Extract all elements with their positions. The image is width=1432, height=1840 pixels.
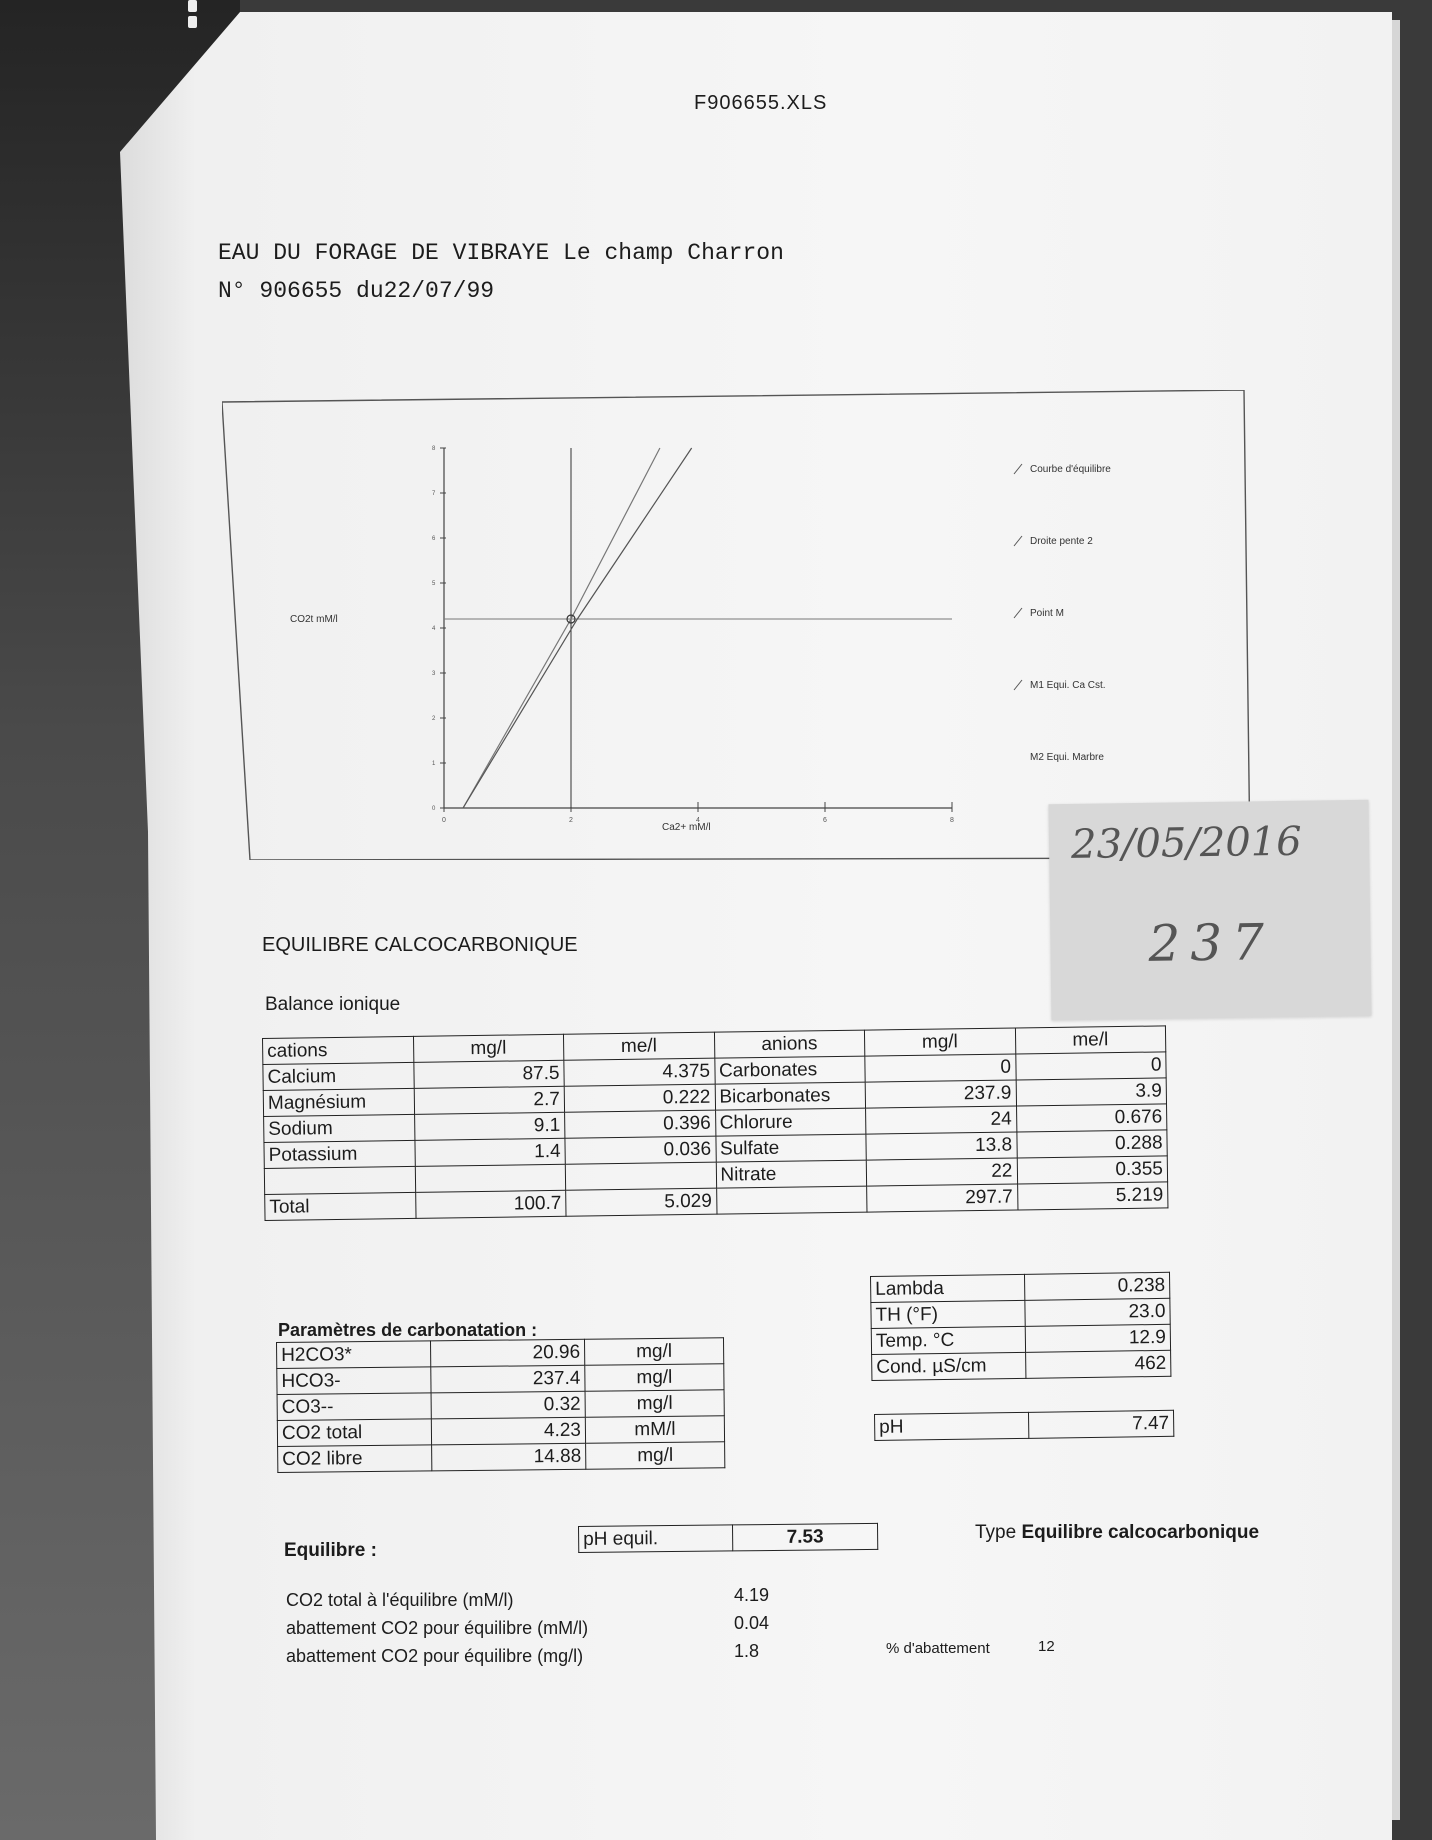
x-axis-label: Ca2+ mM/l bbox=[662, 822, 711, 833]
table-cell: TH (°F) bbox=[871, 1300, 1025, 1328]
equilibrium-line: abattement CO2 pour équilibre (mg/l) bbox=[286, 1646, 584, 1666]
legend-marker bbox=[1014, 464, 1022, 474]
table-cell: 22 bbox=[866, 1158, 1017, 1186]
equilibrium-type bbox=[975, 1522, 1259, 1544]
table-cell: 5.029 bbox=[566, 1188, 717, 1216]
table-cell: Calcium bbox=[263, 1062, 414, 1090]
table-cell: H2CO3* bbox=[277, 1341, 431, 1369]
table-cell: 87.5 bbox=[413, 1060, 564, 1088]
table-cell: 3.9 bbox=[1016, 1078, 1167, 1106]
table-cell: 12.9 bbox=[1025, 1324, 1170, 1352]
legend-entry: Point M bbox=[1030, 608, 1064, 619]
table-cell: HCO3- bbox=[277, 1367, 431, 1395]
table-cell bbox=[565, 1162, 716, 1190]
table-cell: Potassium bbox=[264, 1140, 415, 1168]
header-cell: mg/l bbox=[413, 1034, 564, 1062]
document-title: EAU DU FORAGE DE VIBRAYE Le champ Charron bbox=[218, 240, 784, 266]
table-cell: mg/l bbox=[585, 1364, 724, 1391]
y-tick-label: 3 bbox=[432, 671, 436, 677]
type-value: Equilibre calcocarbonique bbox=[1021, 1522, 1260, 1543]
legend-entry: Droite pente 2 bbox=[1030, 536, 1093, 547]
table-cell: Sulfate bbox=[715, 1134, 866, 1162]
table-cell: CO2 total bbox=[277, 1419, 431, 1447]
table-cell: 2.7 bbox=[414, 1086, 565, 1114]
series-line bbox=[463, 448, 660, 808]
table-cell: 0 bbox=[865, 1054, 1016, 1082]
table-cell: 0.32 bbox=[431, 1391, 585, 1419]
physical-parameters-table bbox=[870, 1272, 1171, 1381]
equilibrium-label: Equilibre : bbox=[284, 1540, 377, 1561]
sticky-number: 237 bbox=[1148, 913, 1275, 973]
ion-balance-table bbox=[262, 1025, 1168, 1221]
table-cell: Nitrate bbox=[716, 1160, 867, 1188]
table-cell bbox=[415, 1164, 566, 1192]
table-cell: 0 bbox=[1015, 1052, 1166, 1080]
table-cell: Carbonates bbox=[714, 1056, 865, 1084]
table-cell: 13.8 bbox=[866, 1132, 1017, 1160]
table-cell: Chlorure bbox=[715, 1108, 866, 1136]
table-cell: CO3-- bbox=[277, 1393, 431, 1421]
y-tick-label: 4 bbox=[432, 626, 436, 632]
type-label: Type bbox=[975, 1522, 1017, 1543]
sticky-date: 23/05/2016 bbox=[1070, 818, 1302, 868]
ph-label: pH bbox=[875, 1412, 1029, 1440]
carbonation-table bbox=[276, 1337, 725, 1473]
x-tick-label: 2 bbox=[569, 817, 573, 824]
table-cell: Lambda bbox=[871, 1274, 1025, 1302]
table-cell bbox=[716, 1186, 867, 1214]
table-cell: 20.96 bbox=[430, 1339, 584, 1367]
table-cell: 0.222 bbox=[564, 1084, 715, 1112]
y-tick-label: 0 bbox=[432, 806, 436, 812]
sticky-note bbox=[1049, 800, 1372, 1020]
table-cell: Magnésium bbox=[263, 1088, 414, 1116]
x-tick-label: 6 bbox=[823, 817, 827, 824]
table-cell: 0.676 bbox=[1016, 1104, 1167, 1132]
abattement-label: % d'abattement bbox=[886, 1640, 990, 1657]
y-tick-label: 7 bbox=[432, 491, 436, 497]
legend-entry: M2 Equi. Marbre bbox=[1030, 752, 1104, 763]
table-cell: 14.88 bbox=[432, 1443, 586, 1471]
equilibrium-value: 0.04 bbox=[734, 1613, 770, 1633]
legend-entry: M1 Equi. Ca Cst. bbox=[1030, 680, 1106, 691]
table-cell: 237.9 bbox=[865, 1080, 1016, 1108]
table-cell: 24 bbox=[866, 1106, 1017, 1134]
header-cell: me/l bbox=[563, 1032, 714, 1060]
legend-marker bbox=[1014, 536, 1022, 546]
legend-entry: Courbe d'équilibre bbox=[1030, 464, 1111, 475]
y-tick-label: 1 bbox=[432, 761, 436, 767]
table-cell: Temp. °C bbox=[871, 1326, 1025, 1354]
x-tick-label: 4 bbox=[696, 817, 700, 824]
table-cell: mg/l bbox=[586, 1442, 725, 1469]
table-cell: CO2 libre bbox=[278, 1445, 432, 1473]
equilibrium-line: abattement CO2 pour équilibre (mM/l) bbox=[286, 1618, 589, 1638]
table-cell: 0.288 bbox=[1016, 1130, 1167, 1158]
header-cell: anions bbox=[714, 1030, 865, 1058]
table-cell: mg/l bbox=[585, 1390, 724, 1417]
balance-title: Balance ionique bbox=[265, 994, 401, 1015]
x-tick-label: 8 bbox=[950, 817, 954, 824]
y-axis-label: CO2t mM/l bbox=[290, 614, 338, 625]
x-tick-label: 0 bbox=[442, 817, 446, 824]
table-cell: mM/l bbox=[585, 1416, 724, 1443]
table-cell: 1.4 bbox=[414, 1138, 565, 1166]
table-cell: 5.219 bbox=[1017, 1182, 1168, 1210]
table-cell: 0.396 bbox=[565, 1110, 716, 1138]
table-cell: 9.1 bbox=[414, 1112, 565, 1140]
table-cell: 0.355 bbox=[1017, 1156, 1168, 1184]
table-cell: mg/l bbox=[584, 1338, 723, 1365]
table-cell: 462 bbox=[1026, 1350, 1171, 1378]
header-cell: me/l bbox=[1015, 1026, 1166, 1054]
table-row bbox=[875, 1410, 1174, 1440]
equilibrium-value: 1.8 bbox=[734, 1641, 760, 1661]
equilibrium-line: CO2 total à l'équilibre (mM/l) bbox=[286, 1590, 514, 1610]
table-cell: 237.4 bbox=[431, 1365, 585, 1393]
y-tick-label: 6 bbox=[432, 536, 436, 542]
file-name: F906655.XLS bbox=[694, 92, 828, 114]
equilibrium-chart bbox=[222, 390, 1250, 860]
carbonation-label: Paramètres de carbonatation : bbox=[278, 1320, 538, 1340]
table-cell: 100.7 bbox=[415, 1190, 566, 1218]
ph-value: 7.47 bbox=[1028, 1410, 1173, 1438]
table-cell: Bicarbonates bbox=[715, 1082, 866, 1110]
y-tick-label: 2 bbox=[432, 716, 436, 722]
table-cell: 0.238 bbox=[1024, 1272, 1169, 1300]
table-row bbox=[278, 1442, 725, 1473]
table-cell: 4.23 bbox=[431, 1417, 585, 1445]
abattement-value: 12 bbox=[1038, 1638, 1055, 1655]
header-cell: cations bbox=[263, 1036, 414, 1064]
table-cell: Sodium bbox=[264, 1114, 415, 1142]
table-cell: 0.036 bbox=[565, 1136, 716, 1164]
table-row bbox=[579, 1523, 878, 1552]
ph-equil-label: pH equil. bbox=[579, 1525, 733, 1553]
legend-marker bbox=[1014, 680, 1022, 690]
y-tick-label: 8 bbox=[432, 446, 436, 452]
section-title: EQUILIBRE CALCOCARBONIQUE bbox=[262, 934, 578, 956]
legend-marker bbox=[1014, 608, 1022, 618]
document-reference: N° 906655 du22/07/99 bbox=[218, 278, 495, 304]
table-cell: Total bbox=[265, 1192, 416, 1220]
table-cell: Cond. µS/cm bbox=[872, 1352, 1026, 1380]
header-cell: mg/l bbox=[864, 1028, 1015, 1056]
equilibrium-value: 4.19 bbox=[734, 1585, 770, 1605]
table-cell bbox=[264, 1166, 415, 1194]
table-row bbox=[872, 1350, 1171, 1380]
table-cell: 297.7 bbox=[867, 1184, 1018, 1212]
binder-holes bbox=[188, 0, 202, 32]
ph-equilibrium-table bbox=[578, 1523, 878, 1553]
ph-equil-value: 7.53 bbox=[732, 1523, 877, 1551]
y-tick-label: 5 bbox=[432, 581, 436, 587]
table-cell: 23.0 bbox=[1025, 1298, 1170, 1326]
series-line bbox=[463, 448, 692, 808]
chart-border bbox=[222, 390, 1250, 860]
ph-table bbox=[874, 1410, 1174, 1441]
table-cell: 4.375 bbox=[564, 1058, 715, 1086]
